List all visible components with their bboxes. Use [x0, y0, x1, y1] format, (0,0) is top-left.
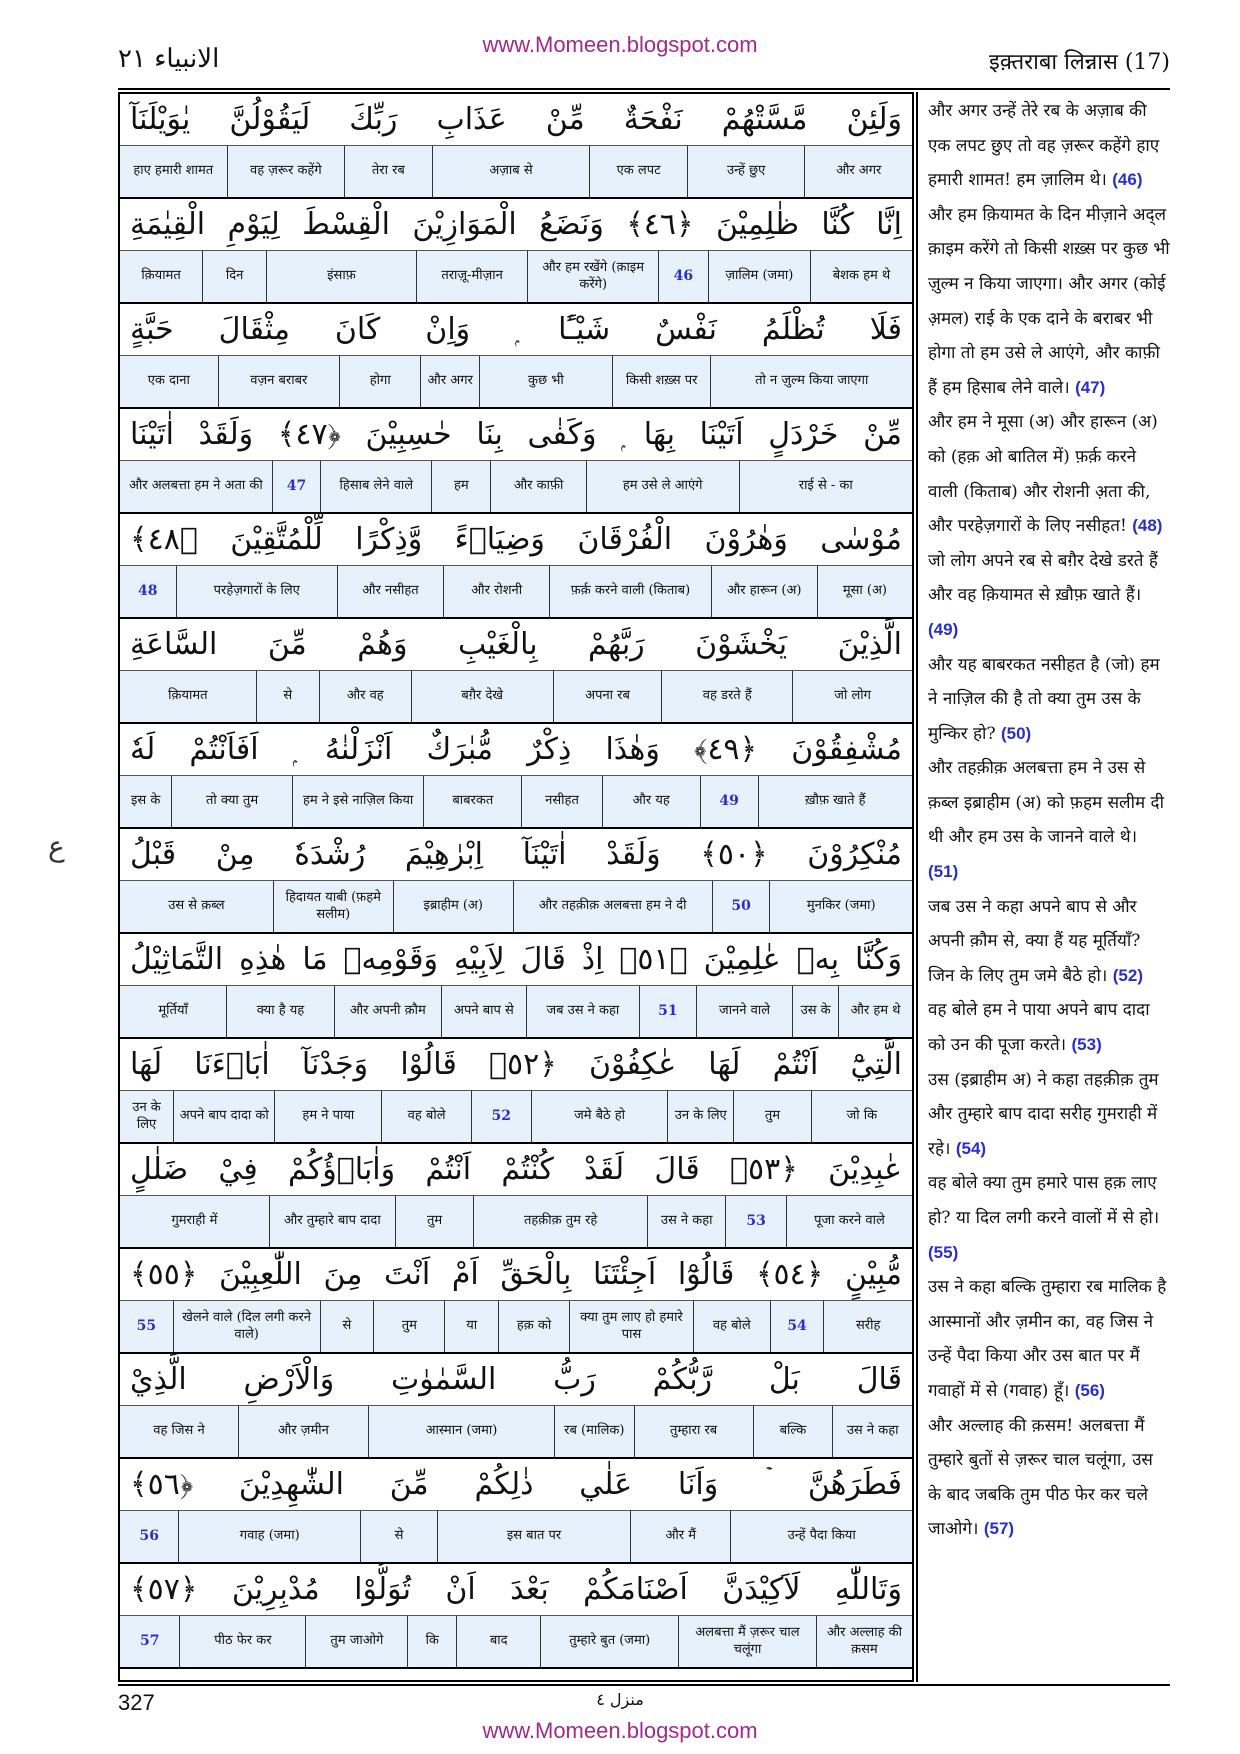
word-translation-row [120, 566, 912, 619]
word-cell: हम ने पाया [274, 1091, 381, 1142]
word-cell: तुम [373, 1301, 444, 1352]
translation-text: और हम ने मूसा (अ) और हारून (अ) को (हक़ ओ बातिल में) फ़र्क़ करने वाली (किताब) और रोशनी अ़ता की, और परहेज़गारों के लिए नसीहत! [928, 412, 1158, 537]
word-cell: से [320, 1301, 374, 1352]
verse-number: (56) [1074, 1380, 1105, 1400]
word-cell: और काफ़ी [490, 461, 585, 512]
arabic-line: قَالَ بَلْ رَّبُّكُمْ رَبُّ السَّمٰوٰتِ وَالْاَرْضِ الَّذِيْ [120, 1354, 912, 1406]
translation-text: वह बोले क्या तुम हमारे पास हक़ लाए हो? या दिल लगी करने वालों में से हो। [928, 1173, 1160, 1228]
arabic-line: عٰبِدِيْنَ ﴿٥٣﴾ قَالَ لَقَدْ كُنْتُمْ اَنْتُمْ وَاٰبَاۗؤُكُمْ فِيْ ضَلٰلٍ [120, 1144, 912, 1196]
word-cell: गुमराही में [171, 1213, 218, 1229]
word-cell: तो क्या तुम [171, 776, 291, 827]
word-cell: उन्हें छुए [687, 146, 805, 197]
surah-header: الانبياء ٢١ [118, 44, 220, 74]
word-cell: जो कि [811, 1091, 912, 1142]
word-translation-row [120, 251, 912, 304]
word-translation-row [120, 356, 912, 409]
word-cell: क्या है यह [226, 986, 333, 1037]
manzil-label: منزل ٤ [596, 1690, 644, 1709]
word-cell: वह ज़रूर कहेंगे [227, 146, 345, 197]
verse-number: (52) [1112, 965, 1143, 985]
word-translation-row [120, 881, 912, 934]
arabic-line: فَلَا تُظْلَمُ نَفْسٌ شَيْـًٔا ۭ وَاِنْ كَانَ مِثْقَالَ حَبَّةٍ [120, 304, 912, 356]
word-cell: परहेज़गारों के लिए [176, 566, 337, 617]
word-cell: वज़न बराबर [218, 356, 339, 407]
arabic-line: اِنَّا كُنَّا ظٰلِمِيْنَ ﴿٤٦﴾ وَنَضَعُ الْمَوَازِيْنَ الْقِسْطَ لِيَوْمِ الْقِيٰمَةِ [120, 199, 912, 251]
verse-number: (54) [955, 1138, 987, 1158]
word-translation-row [120, 986, 912, 1039]
page-number: 327 [118, 1690, 155, 1715]
word-cell: जो लोग [792, 671, 912, 722]
word-cell: जमे बैठे हो [531, 1091, 668, 1142]
translation-text: और यह बाबरकत नसीहत है (जो) हम ने नाज़िल की है तो क्या तुम उस के मुन्किर हो? [928, 654, 1160, 744]
verse-number: (49) [928, 619, 959, 639]
verse-grid [118, 92, 914, 1682]
word-cell: अपने बाप से [441, 986, 526, 1037]
word-cell: उन के लिए [667, 1091, 733, 1142]
word-cell: बग़ैर देखे [411, 671, 553, 722]
word-cell: तुम [733, 1091, 811, 1142]
word-cell: फ़र्क़ करने वाली (किताब) [549, 566, 710, 617]
translation-text: और हम क़ियामत के दिन मीज़ाने अद्ल क़ाइम करेंगे तो किसी शख़्स पर कुछ भी ज़ुल्म न किया जाएगा। और अगर (कोई अ़मल) राई के एक दाने के बराबर भी होगा तो हम उसे ले आएंगे, और काफ़ी हैं हम हिसाब लेने वाले। [928, 204, 1170, 398]
word-cell: और वह [319, 671, 411, 722]
word-cell: और रोशनी [443, 566, 549, 617]
verse-number-cell: 51 [639, 986, 696, 1037]
ruku-mark: ع [48, 830, 65, 863]
arabic-line: مُّبِيْنٍ ﴿٥٤﴾ قَالُوْٓا اَجِئْتَنَا بِالْحَقِّ اَمْ اَنْتَ مِنَ اللّٰعِبِيْنَ ﴿٥٥﴾ [120, 1249, 912, 1301]
word-cell: से [256, 671, 319, 722]
word-cell: खेलने वाले (दिल लगी करने वाले) [173, 1301, 320, 1352]
word-cell: एक दाना [147, 373, 190, 389]
word-cell: कि [407, 1616, 456, 1667]
word-cell: ज़ालिम (जमा) [708, 251, 810, 302]
word-cell: इंसाफ़ [266, 251, 416, 302]
word-cell: और तहक़ीक़ अलबत्ता हम ने दी [513, 881, 712, 932]
verse-number-cell: 55 [136, 1318, 157, 1335]
word-cell: उन के लिए [132, 1099, 161, 1132]
verse-number-cell: 46 [658, 251, 708, 302]
arabic-line: الَّتِيْٓ اَنْتُمْ لَهَا عٰكِفُوْنَ ﴿٥٢﴾ قَالُوْا وَجَدْنَآ اٰبَاۗءَنَا لَهَا [120, 1039, 912, 1091]
word-cell: और हम रखेंगे (क़ाइम करेंगे) [527, 251, 658, 302]
verse-number: (55) [928, 1242, 959, 1262]
translation-text: जब उस ने कहा अपने बाप से और अपनी क़ौम से, क्या हैं यह मूर्तियाँ? जिन के लिए तुम जमे बैठे हो। [928, 896, 1141, 986]
site-url-top[interactable]: www.Momeen.blogspot.com [482, 32, 758, 57]
verse-number: (50) [1000, 723, 1032, 743]
word-cell: कुछ भी [479, 356, 612, 407]
word-cell: सरीह [823, 1301, 912, 1352]
word-cell: रब (मालिक) [554, 1406, 634, 1457]
verse-number: (47) [1075, 377, 1106, 397]
arabic-line: مُوْسٰى وَهٰرُوْنَ الْفُرْقَانَ وَضِيَاۗءً وَّذِكْرًا لِّلْمُتَّقِيْنَ ﴿٤٨﴾ [120, 514, 912, 566]
word-cell: अपने बाप दादा को [173, 1091, 274, 1142]
word-cell: उन्हें पैदा किया [730, 1511, 912, 1562]
book-header: इक़्तराबा लिन्नास (17) [989, 50, 1170, 75]
word-cell: इब्राहीम (अ) [393, 881, 513, 932]
word-cell: तहक़ीक़ तुम रहे [473, 1196, 647, 1247]
verse-number-cell: 52 [471, 1091, 531, 1142]
word-cell: और अपनी क़ौम [334, 986, 441, 1037]
word-translation-row [120, 1511, 912, 1564]
verse-number-cell: 54 [770, 1301, 824, 1352]
arabic-line: وَلَئِنْ مَّسَّتْهُمْ نَفْحَةٌ مِّنْ عَذَابِ رَبِّكَ لَيَقُوْلُنَّ يٰوَيْلَنَآ [120, 94, 912, 146]
word-cell: अज़ाब से [432, 146, 590, 197]
word-cell: गवाह (जमा) [178, 1511, 360, 1562]
word-cell: और अल्लाह की क़सम [816, 1616, 912, 1667]
word-translation-row [120, 1091, 912, 1144]
word-cell: इस के [131, 793, 161, 809]
word-cell: जब उस ने कहा [526, 986, 639, 1037]
word-cell: हम [431, 461, 490, 512]
word-cell: और तुम्हारे बाप दादा [269, 1196, 395, 1247]
column-divider [916, 92, 918, 1682]
word-cell: हम ने इसे नाज़िल किया [292, 776, 424, 827]
word-cell: उस के [792, 986, 838, 1037]
arabic-line: مُشْفِقُوْنَ ﴿٤٩﴾ وَهٰذَا ذِكْرٌ مُّبٰرَكٌ اَنْزَلْنٰهُ ۭ اَفَاَنْتُمْ لَهٗ [120, 724, 912, 776]
word-cell: हक़ को [498, 1301, 569, 1352]
word-cell: उस ने कहा [832, 1406, 912, 1457]
translation-text: और अल्लाह की क़सम! अलबत्ता मैं तुम्हारे बुतों से ज़रूर चाल चलूंगा, उस के बाद जबकि तुम पीठ फेर कर चले जाओगे। [928, 1415, 1153, 1540]
word-translation-row [120, 146, 912, 199]
word-cell: उस से क़ब्ल [168, 898, 225, 914]
word-cell: बेशक हम थे [810, 251, 912, 302]
word-cell: पीठ फेर कर [179, 1616, 305, 1667]
word-cell: ख़ौफ़ खाते हैं [758, 776, 912, 827]
translation-text: जो लोग अपने रब से बग़ैर देखे डरते हैं और वह क़ियामत से ख़ौफ़ खाते हैं। [928, 550, 1158, 606]
word-cell: तुम [395, 1196, 473, 1247]
arabic-line: الَّذِيْنَ يَخْشَوْنَ رَبَّهُمْ بِالْغَيْبِ وَهُمْ مِّنَ السَّاعَةِ [120, 619, 912, 671]
verse-number-cell: 48 [138, 583, 158, 600]
word-cell: क़ियामत [168, 688, 208, 704]
arabic-line: مُنْكِرُوْنَ ﴿٥٠﴾ وَلَقَدْ اٰتَيْنَآ اِبْرٰهِيْمَ رُشْدَهٗ مِنْ قَبْلُ [120, 829, 912, 881]
word-cell: आस्मान (जमा) [368, 1406, 554, 1457]
word-translation-row [120, 776, 912, 829]
word-cell: अलबत्ता मैं ज़रूर चाल चलूंगा [678, 1616, 816, 1667]
word-translation-row [120, 1406, 912, 1459]
word-cell: राई से - का [739, 461, 912, 512]
verse-number-cell: 57 [139, 1633, 160, 1650]
translation-text: उस ने कहा बल्कि तुम्हारा रब मालिक है आस्मानों और ज़मीन का, वह जिस ने उन्हें पैदा किया और उस बात पर मैं गवाहों में से (गवाह) हूँ। [928, 1277, 1167, 1401]
word-cell: तराज़ू-मीज़ान [416, 251, 528, 302]
verse-number-cell: 53 [725, 1196, 786, 1247]
verse-number-cell: 50 [712, 881, 770, 932]
word-translation-row [120, 461, 912, 514]
word-cell: से [360, 1511, 437, 1562]
word-cell: हम उसे ले आएंगे [586, 461, 739, 512]
word-translation-row [120, 1301, 912, 1354]
word-cell: वह बोले [693, 1301, 770, 1352]
translation-column [928, 94, 1170, 1547]
translation-text: और अगर उन्हें तेरे रब के अज़ाब की एक लपट छुए तो वह ज़रूर कहेंगे हाए हमारी शामत! हम ज़ालिम थे। [928, 101, 1160, 191]
word-cell: दिन [202, 251, 266, 302]
word-cell: और मैं [630, 1511, 730, 1562]
word-cell: बल्कि [753, 1406, 833, 1457]
arabic-line: وَتَاللّٰهِ لَاَكِيْدَنَّ اَصْنَامَكُمْ بَعْدَ اَنْ تُوَلُّوْا مُدْبِرِيْنَ ﴿٥٧﴾ [120, 1564, 912, 1616]
verse-number: (51) [928, 862, 959, 882]
word-cell: वह जिस ने [153, 1423, 205, 1439]
word-translation-row [120, 1616, 912, 1669]
word-translation-row [120, 1196, 912, 1249]
translation-text: वह बोले हम ने पाया अपने बाप दादा को उन की पूजा करते। [928, 1000, 1150, 1056]
word-cell: और हारून (अ) [711, 566, 817, 617]
translation-text: और तहक़ीक़ अलबत्ता हम ने उस से क़ब्ल इब्राहीम (अ) को फ़हम सलीम दी थी और हम उस के जानने वाले थे। [928, 758, 1164, 848]
word-cell: नसीहत [521, 776, 602, 827]
word-cell: क्या तुम लाए हो हमारे पास [569, 1301, 693, 1352]
verse-number-cell: 49 [700, 776, 758, 827]
word-cell: मूर्तियाँ [158, 1003, 188, 1019]
word-cell: तुम्हारे बुत (जमा) [540, 1616, 678, 1667]
word-cell: और हम थे [838, 986, 912, 1037]
translation-text: उस (इब्राहीम अ) ने कहा तहक़ीक़ तुम और तुम्हारे बाप दादा सरीह गुमराही में रहे। [928, 1069, 1159, 1159]
word-cell: और नसीहत [337, 566, 443, 617]
arabic-line: وَكُنَّا بِهٖ عٰلِمِيْنَ ﴿٥١﴾ اِذْ قَالَ لِاَبِيْهِ وَقَوْمِهٖ مَا هٰذِهِ التَّمَاثِيْلُ [120, 934, 912, 986]
word-cell: मुनकिर (जमा) [769, 881, 912, 932]
word-cell: पूजा करने वाले [786, 1196, 912, 1247]
word-cell: वह बोले [381, 1091, 470, 1142]
site-url-bottom[interactable]: www.Momeen.blogspot.com [482, 1718, 758, 1743]
word-cell: जानने वाले [696, 986, 792, 1037]
verse-number: (53) [1071, 1035, 1102, 1055]
verse-number: (57) [983, 1519, 1015, 1539]
word-cell: तो न ज़ुल्म किया जाएगा [710, 356, 912, 407]
word-cell: बाबरकत [423, 776, 521, 827]
arabic-line: مِّنْ خَرْدَلٍ اَتَيْنَا بِهَا ۭ وَكَفٰى بِنَا حٰسِبِيْنَ ﴿٤٧﴾ وَلَقَدْ اٰتَيْنَا [120, 409, 912, 461]
word-cell: बाद [456, 1616, 540, 1667]
arabic-line: فَطَرَهُنَّ ۡ وَاَنَا عَلٰي ذٰلِكُمْ مِّنَ الشّٰهِدِيْنَ ﴿٥٦﴾ [120, 1459, 912, 1511]
word-cell: और अगर [420, 356, 479, 407]
word-cell: तुम्हारा रब [634, 1406, 753, 1457]
word-cell: किसी शख़्स पर [612, 356, 711, 407]
word-cell: और यह [602, 776, 700, 827]
verse-number: (48) [1132, 516, 1163, 536]
word-cell: इस बात पर [437, 1511, 630, 1562]
word-cell: हाए हमारी शामत [133, 163, 214, 179]
word-cell: एक लपट [589, 146, 686, 197]
word-cell: मूसा (अ) [817, 566, 912, 617]
word-cell: तेरा रब [344, 146, 431, 197]
word-cell: अपना रब [553, 671, 661, 722]
word-cell: और ज़मीन [238, 1406, 368, 1457]
word-cell: वह डरते हैं [661, 671, 792, 722]
word-cell: उस ने कहा [647, 1196, 725, 1247]
verse-number: (46) [1112, 170, 1143, 190]
word-cell: हिदायत याबी (फ़हमे सलीम) [273, 881, 393, 932]
word-cell: होगा [339, 356, 420, 407]
word-translation-row [120, 671, 912, 724]
word-cell: और अगर [804, 146, 912, 197]
word-cell: क़ियामत [141, 268, 181, 284]
verse-number-cell: 47 [272, 461, 321, 512]
verse-number-cell: 56 [139, 1528, 159, 1545]
word-cell: हिसाब लेने वाले [320, 461, 431, 512]
word-cell: और अलबत्ता हम ने अता की [128, 478, 263, 494]
word-cell: तुम जाओगे [305, 1616, 407, 1667]
word-cell: या [444, 1301, 498, 1352]
